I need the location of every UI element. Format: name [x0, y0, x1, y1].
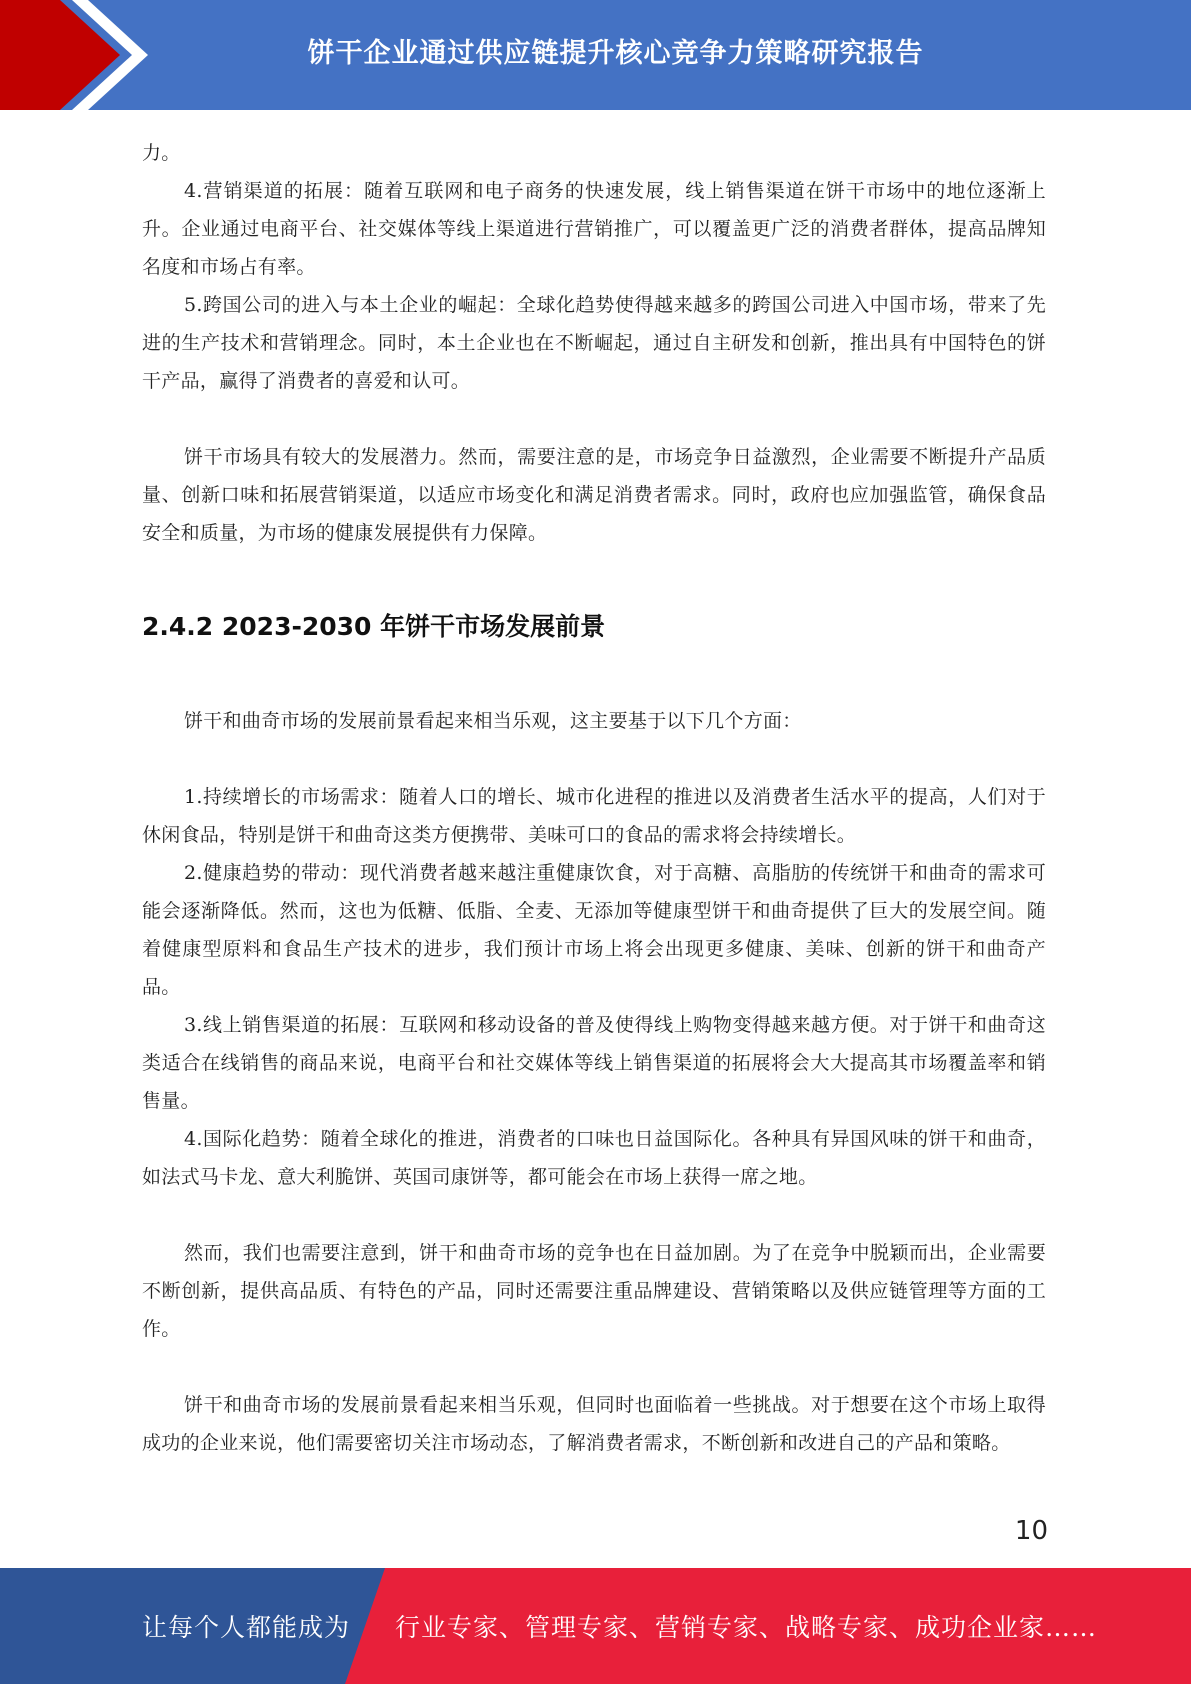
paragraph-conclusion: 饼干和曲奇市场的发展前景看起来相当乐观，但同时也面临着一些挑战。对于想要在这个市场上取得成功的企业来说，他们需要密切关注市场动态，了解消费者需求，不断创新和改进自己的产品和策略。 — [142, 1394, 1046, 1454]
page-content — [142, 134, 1046, 1462]
paragraph-competition: 然而，我们也需要注意到，饼干和曲奇市场的竞争也在日益加剧。为了在竞争中脱颖而出，企业需要不断创新，提供高品质、有特色的产品，同时还需要注重品牌建设、营销策略以及供应链管理等方面的工作。 — [142, 1242, 1046, 1340]
paragraph-continuation: 力。 — [142, 142, 181, 164]
footer-slogan-left: 让每个人都能成为 — [142, 1613, 351, 1642]
paragraph-marketing-channels: 4.营销渠道的拓展：随着互联网和电子商务的快速发展，线上销售渠道在饼干市场中的地位逐渐上升。企业通过电商平台、社交媒体等线上渠道进行营销推广，可以覆盖更广泛的消费者群体，提高品牌知名度和市场占有率。 — [142, 180, 1046, 278]
page-footer — [0, 1568, 1191, 1684]
paragraph-health-trend: 2.健康趋势的带动：现代消费者越来越注重健康饮食，对于高糖、高脂肪的传统饼干和曲奇的需求可能会逐渐降低。然而，这也为低糖、低脂、全麦、无添加等健康型饼干和曲奇提供了巨大的发展空间。随着健康型原料和食品生产技术的进步，我们预计市场上将会出现更多健康、美味、创新的饼干和曲奇产品。 — [142, 862, 1046, 998]
paragraph-multinationals: 5.跨国公司的进入与本土企业的崛起：全球化趋势使得越来越多的跨国公司进入中国市场，带来了先进的生产技术和营销理念。同时，本土企业也在不断崛起，通过自主研发和创新，推出具有中国特色的饼干产品，赢得了消费者的喜爱和认可。 — [142, 294, 1046, 392]
page-header — [0, 0, 1191, 110]
paragraph-intro: 饼干和曲奇市场的发展前景看起来相当乐观，这主要基于以下几个方面： — [184, 710, 802, 732]
paragraph-market-potential: 饼干市场具有较大的发展潜力。然而，需要注意的是，市场竞争日益激烈，企业需要不断提升产品质量、创新口味和拓展营销渠道，以适应市场变化和满足消费者需求。同时，政府也应加强监管，确保食品安全和质量，为市场的健康发展提供有力保障。 — [142, 446, 1046, 544]
page-number: 10 — [1014, 1516, 1048, 1546]
footer-slogan-right: 行业专家、管理专家、营销专家、战略专家、成功企业家…… — [395, 1613, 1098, 1642]
paragraph-internationalization: 4.国际化趋势：随着全球化的推进，消费者的口味也日益国际化。各种具有异国风味的饼干和曲奇，如法式马卡龙、意大利脆饼、英国司康饼等，都可能会在市场上获得一席之地。 — [142, 1128, 1046, 1188]
header-arrow-decoration — [0, 0, 160, 110]
paragraph-market-demand: 1.持续增长的市场需求：随着人口的增长、城市化进程的推进以及消费者生活水平的提高，人们对于休闲食品，特别是饼干和曲奇这类方便携带、美味可口的食品的需求将会持续增长。 — [142, 786, 1046, 846]
paragraph-online-channels: 3.线上销售渠道的拓展：互联网和移动设备的普及使得线上购物变得越来越方便。对于饼干和曲奇这类适合在线销售的商品来说，电商平台和社交媒体等线上销售渠道的拓展将会大大提高其市场覆盖率和销售量。 — [142, 1014, 1046, 1112]
report-title: 饼干企业通过供应链提升核心竞争力策略研究报告 — [307, 37, 924, 69]
section-heading: 2.4.2 2023-2030 年饼干市场发展前景 — [142, 612, 606, 641]
